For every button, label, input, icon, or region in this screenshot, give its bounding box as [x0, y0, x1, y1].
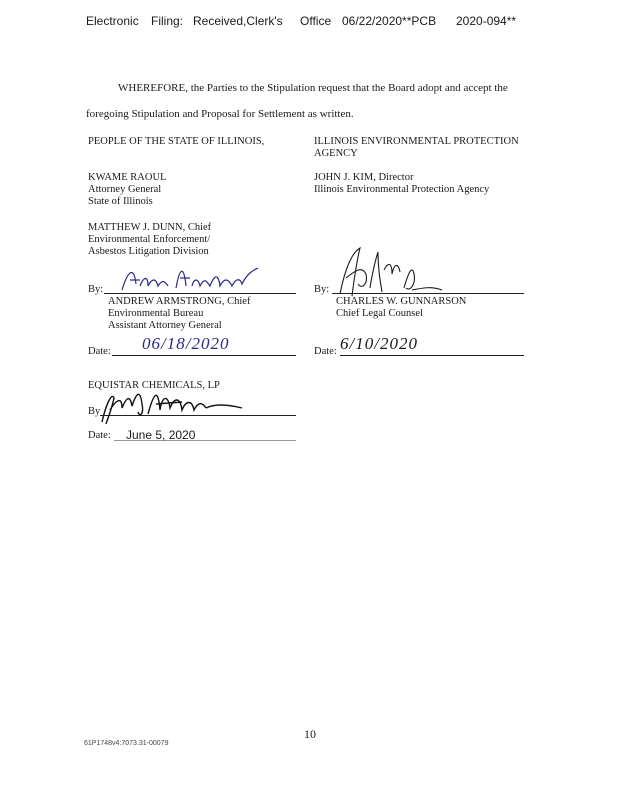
footer-code: 61P1748v4:7073.31-00079: [84, 740, 169, 747]
equistar-signature: [96, 384, 246, 428]
left-date-value: 06/18/2020: [142, 334, 230, 353]
right-signer-title: Chief Legal Counsel: [336, 308, 423, 319]
header-case-number: 2020-094**: [456, 14, 517, 28]
ag-title: Attorney General: [88, 184, 162, 195]
left-by-label: By:: [88, 284, 104, 295]
right-date-value: 6/10/2020: [340, 334, 418, 353]
header-office: Office: [300, 14, 332, 28]
right-by-label: By:: [314, 284, 330, 295]
chief-division-2: Asbestos Litigation Division: [88, 246, 209, 257]
header-electronic: Electronic: [86, 14, 139, 28]
left-signer-title: Assistant Attorney General: [108, 320, 222, 331]
page-number: 10: [304, 727, 316, 741]
left-date-label: Date:: [88, 346, 111, 357]
gunnarson-signature: [336, 244, 446, 302]
equistar-party: EQUISTAR CHEMICALS, LP: [88, 380, 220, 391]
equistar-date-label: Date:: [88, 430, 111, 441]
header-date: 06/22/2020**PCB: [342, 14, 437, 28]
left-signer-bureau: Environmental Bureau: [108, 308, 204, 319]
equistar-by-label: By: [88, 406, 101, 417]
right-date-line: [340, 355, 524, 356]
ag-state: State of Illinois: [88, 196, 153, 207]
people-party: PEOPLE OF THE STATE OF ILLINOIS,: [88, 136, 265, 147]
left-signer-name: ANDREW ARMSTRONG, Chief: [108, 296, 251, 307]
ag-name: KWAME RAOUL: [88, 172, 167, 183]
wherefore-line-1: WHEREFORE, the Parties to the Stipulation request that the Board adopt and accept the: [118, 82, 508, 94]
header-filing: Filing:: [151, 14, 184, 28]
iepa-party-1: ILLINOIS ENVIRONMENTAL PROTECTION: [314, 136, 519, 147]
right-date-label: Date:: [314, 346, 337, 357]
right-signer-name: CHARLES W. GUNNARSON: [336, 296, 467, 307]
left-date-line: [112, 355, 296, 356]
chief-division-1: Environmental Enforcement/: [88, 234, 211, 245]
chief-name: MATTHEW J. DUNN, Chief: [88, 222, 212, 233]
equistar-date-value: June 5, 2020: [126, 428, 196, 442]
header-received: Received,Clerk's: [193, 14, 283, 28]
iepa-party-2: AGENCY: [314, 148, 358, 159]
armstrong-signature: [118, 262, 268, 296]
director-name: JOHN J. KIM, Director: [314, 172, 414, 183]
director-agency: Illinois Environmental Protection Agency: [314, 184, 490, 195]
wherefore-line-2: foregoing Stipulation and Proposal for Settlement as written.: [86, 108, 354, 120]
